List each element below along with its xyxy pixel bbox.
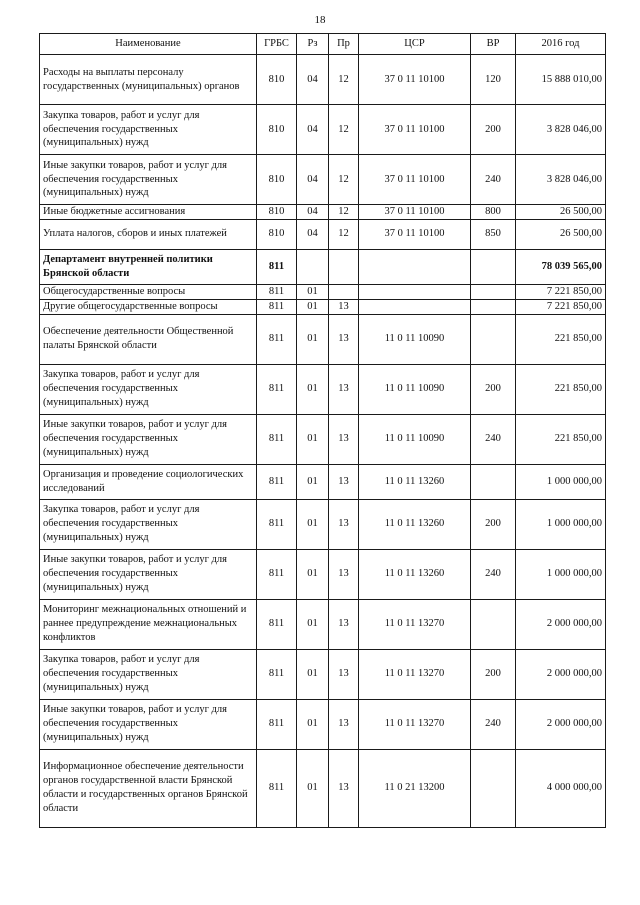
row-vr: 200 [471, 364, 516, 414]
row-name: Иные закупки товаров, работ и услуг для обеспечения государственных (муниципальных) нужд [40, 549, 257, 599]
row-grbs: 811 [257, 599, 297, 649]
row-name: Иные закупки товаров, работ и услуг для обеспечения государственных (муниципальных) нужд [40, 155, 257, 205]
table-row [40, 314, 606, 364]
table-row [40, 55, 606, 105]
row-csr: 37 0 11 10100 [359, 155, 471, 205]
table-row [40, 599, 606, 649]
row-csr: 37 0 11 10100 [359, 205, 471, 220]
row-amount: 3 828 046,00 [516, 105, 606, 155]
row-amount: 221 850,00 [516, 314, 606, 364]
row-vr [471, 249, 516, 284]
table-row [40, 299, 606, 314]
row-grbs: 810 [257, 219, 297, 249]
row-pr: 13 [329, 749, 359, 827]
row-name: Расходы на выплаты персоналу государственных (муниципальных) органов [40, 55, 257, 105]
row-rz: 01 [297, 364, 329, 414]
row-vr [471, 599, 516, 649]
column-header-vr: ВР [471, 34, 516, 55]
row-pr: 13 [329, 699, 359, 749]
row-rz: 01 [297, 464, 329, 499]
row-amount: 2 000 000,00 [516, 599, 606, 649]
column-header-csr: ЦСР [359, 34, 471, 55]
row-rz: 01 [297, 284, 329, 299]
row-rz: 01 [297, 499, 329, 549]
table-row [40, 699, 606, 749]
row-rz: 01 [297, 314, 329, 364]
row-grbs: 811 [257, 314, 297, 364]
table-header-row [40, 34, 606, 55]
table-row [40, 219, 606, 249]
row-amount: 78 039 565,00 [516, 249, 606, 284]
column-header-rz: Рз [297, 34, 329, 55]
row-name: Иные закупки товаров, работ и услуг для обеспечения государственных (муниципальных) нужд [40, 414, 257, 464]
row-pr: 12 [329, 155, 359, 205]
row-csr: 11 0 11 13260 [359, 499, 471, 549]
row-rz: 01 [297, 549, 329, 599]
row-amount: 4 000 000,00 [516, 749, 606, 827]
row-pr: 13 [329, 464, 359, 499]
row-rz: 04 [297, 205, 329, 220]
table-row [40, 364, 606, 414]
page-number: 18 [314, 14, 326, 26]
table-row [40, 549, 606, 599]
row-amount: 221 850,00 [516, 414, 606, 464]
table-row [40, 105, 606, 155]
row-csr: 11 0 11 13270 [359, 649, 471, 699]
row-pr: 12 [329, 205, 359, 220]
row-pr: 13 [329, 414, 359, 464]
row-grbs: 811 [257, 549, 297, 599]
row-amount: 7 221 850,00 [516, 299, 606, 314]
row-amount: 221 850,00 [516, 364, 606, 414]
row-pr: 13 [329, 599, 359, 649]
row-csr: 37 0 11 10100 [359, 219, 471, 249]
row-amount: 26 500,00 [516, 219, 606, 249]
row-pr: 12 [329, 55, 359, 105]
row-rz [297, 249, 329, 284]
row-rz: 04 [297, 219, 329, 249]
row-csr [359, 249, 471, 284]
row-pr: 13 [329, 364, 359, 414]
row-csr: 11 0 11 13270 [359, 699, 471, 749]
row-vr: 240 [471, 155, 516, 205]
row-name: Общегосударственные вопросы [40, 284, 257, 299]
row-rz: 01 [297, 649, 329, 699]
column-header-amount: 2016 год [516, 34, 606, 55]
row-vr: 120 [471, 55, 516, 105]
row-vr [471, 299, 516, 314]
row-grbs: 811 [257, 299, 297, 314]
row-vr: 240 [471, 699, 516, 749]
row-csr: 11 0 11 13260 [359, 464, 471, 499]
row-rz: 04 [297, 105, 329, 155]
row-name: Информационное обеспечение деятельности органов государственной власти Брянской области и государственных органов Брянской области [40, 749, 257, 827]
row-vr: 240 [471, 549, 516, 599]
row-amount: 7 221 850,00 [516, 284, 606, 299]
column-header-grbs: ГРБС [257, 34, 297, 55]
column-header-name: Наименование [40, 34, 257, 55]
row-rz: 01 [297, 414, 329, 464]
table-row [40, 749, 606, 827]
row-name: Закупка товаров, работ и услуг для обеспечения государственных (муниципальных) нужд [40, 649, 257, 699]
row-vr [471, 464, 516, 499]
row-name: Уплата налогов, сборов и иных платежей [40, 219, 257, 249]
row-grbs: 811 [257, 249, 297, 284]
row-name: Иные закупки товаров, работ и услуг для обеспечения государственных (муниципальных) нужд [40, 699, 257, 749]
budget-table [39, 33, 606, 828]
row-name: Закупка товаров, работ и услуг для обеспечения государственных (муниципальных) нужд [40, 105, 257, 155]
row-csr: 11 0 11 13270 [359, 599, 471, 649]
row-grbs: 811 [257, 464, 297, 499]
row-rz: 04 [297, 55, 329, 105]
table-row [40, 464, 606, 499]
row-pr: 12 [329, 105, 359, 155]
row-vr: 800 [471, 205, 516, 220]
row-grbs: 810 [257, 105, 297, 155]
row-pr: 13 [329, 499, 359, 549]
row-amount: 1 000 000,00 [516, 499, 606, 549]
row-grbs: 811 [257, 284, 297, 299]
table-row [40, 649, 606, 699]
row-amount: 1 000 000,00 [516, 549, 606, 599]
row-amount: 15 888 010,00 [516, 55, 606, 105]
row-csr: 11 0 11 10090 [359, 414, 471, 464]
row-vr [471, 284, 516, 299]
row-name: Организация и проведение социологических исследований [40, 464, 257, 499]
table-row [40, 414, 606, 464]
row-csr [359, 284, 471, 299]
row-vr: 240 [471, 414, 516, 464]
row-grbs: 811 [257, 699, 297, 749]
table-row [40, 284, 606, 299]
row-name: Иные бюджетные ассигнования [40, 205, 257, 220]
row-pr: 13 [329, 649, 359, 699]
row-name: Мониторинг межнациональных отношений и раннее предупреждение межнациональных конфликтов [40, 599, 257, 649]
row-grbs: 810 [257, 205, 297, 220]
row-vr: 200 [471, 499, 516, 549]
row-vr: 200 [471, 649, 516, 699]
row-grbs: 810 [257, 155, 297, 205]
row-grbs: 811 [257, 749, 297, 827]
row-rz: 04 [297, 155, 329, 205]
table-row [40, 249, 606, 284]
column-header-pr: Пр [329, 34, 359, 55]
row-rz: 01 [297, 599, 329, 649]
row-csr: 37 0 11 10100 [359, 105, 471, 155]
row-name: Закупка товаров, работ и услуг для обеспечения государственных (муниципальных) нужд [40, 364, 257, 414]
row-rz: 01 [297, 299, 329, 314]
row-amount: 2 000 000,00 [516, 649, 606, 699]
row-amount: 3 828 046,00 [516, 155, 606, 205]
row-csr [359, 299, 471, 314]
row-pr: 13 [329, 314, 359, 364]
row-pr: 13 [329, 549, 359, 599]
row-csr: 11 0 11 13260 [359, 549, 471, 599]
row-name: Обеспечение деятельности Общественной палаты Брянской области [40, 314, 257, 364]
row-name: Департамент внутренней политики Брянской области [40, 249, 257, 284]
row-grbs: 811 [257, 649, 297, 699]
row-grbs: 811 [257, 414, 297, 464]
row-csr: 11 0 11 10090 [359, 364, 471, 414]
row-pr: 12 [329, 219, 359, 249]
row-csr: 37 0 11 10100 [359, 55, 471, 105]
row-rz: 01 [297, 699, 329, 749]
row-pr: 13 [329, 299, 359, 314]
row-csr: 11 0 11 10090 [359, 314, 471, 364]
row-vr [471, 749, 516, 827]
table-row [40, 155, 606, 205]
row-rz: 01 [297, 749, 329, 827]
row-amount: 26 500,00 [516, 205, 606, 220]
row-name: Закупка товаров, работ и услуг для обеспечения государственных (муниципальных) нужд [40, 499, 257, 549]
table-row [40, 205, 606, 220]
row-pr [329, 284, 359, 299]
row-vr [471, 314, 516, 364]
row-grbs: 810 [257, 55, 297, 105]
table-row [40, 499, 606, 549]
row-vr: 200 [471, 105, 516, 155]
row-grbs: 811 [257, 499, 297, 549]
row-grbs: 811 [257, 364, 297, 414]
row-amount: 1 000 000,00 [516, 464, 606, 499]
row-pr [329, 249, 359, 284]
row-vr: 850 [471, 219, 516, 249]
row-amount: 2 000 000,00 [516, 699, 606, 749]
row-csr: 11 0 21 13200 [359, 749, 471, 827]
row-name: Другие общегосударственные вопросы [40, 299, 257, 314]
